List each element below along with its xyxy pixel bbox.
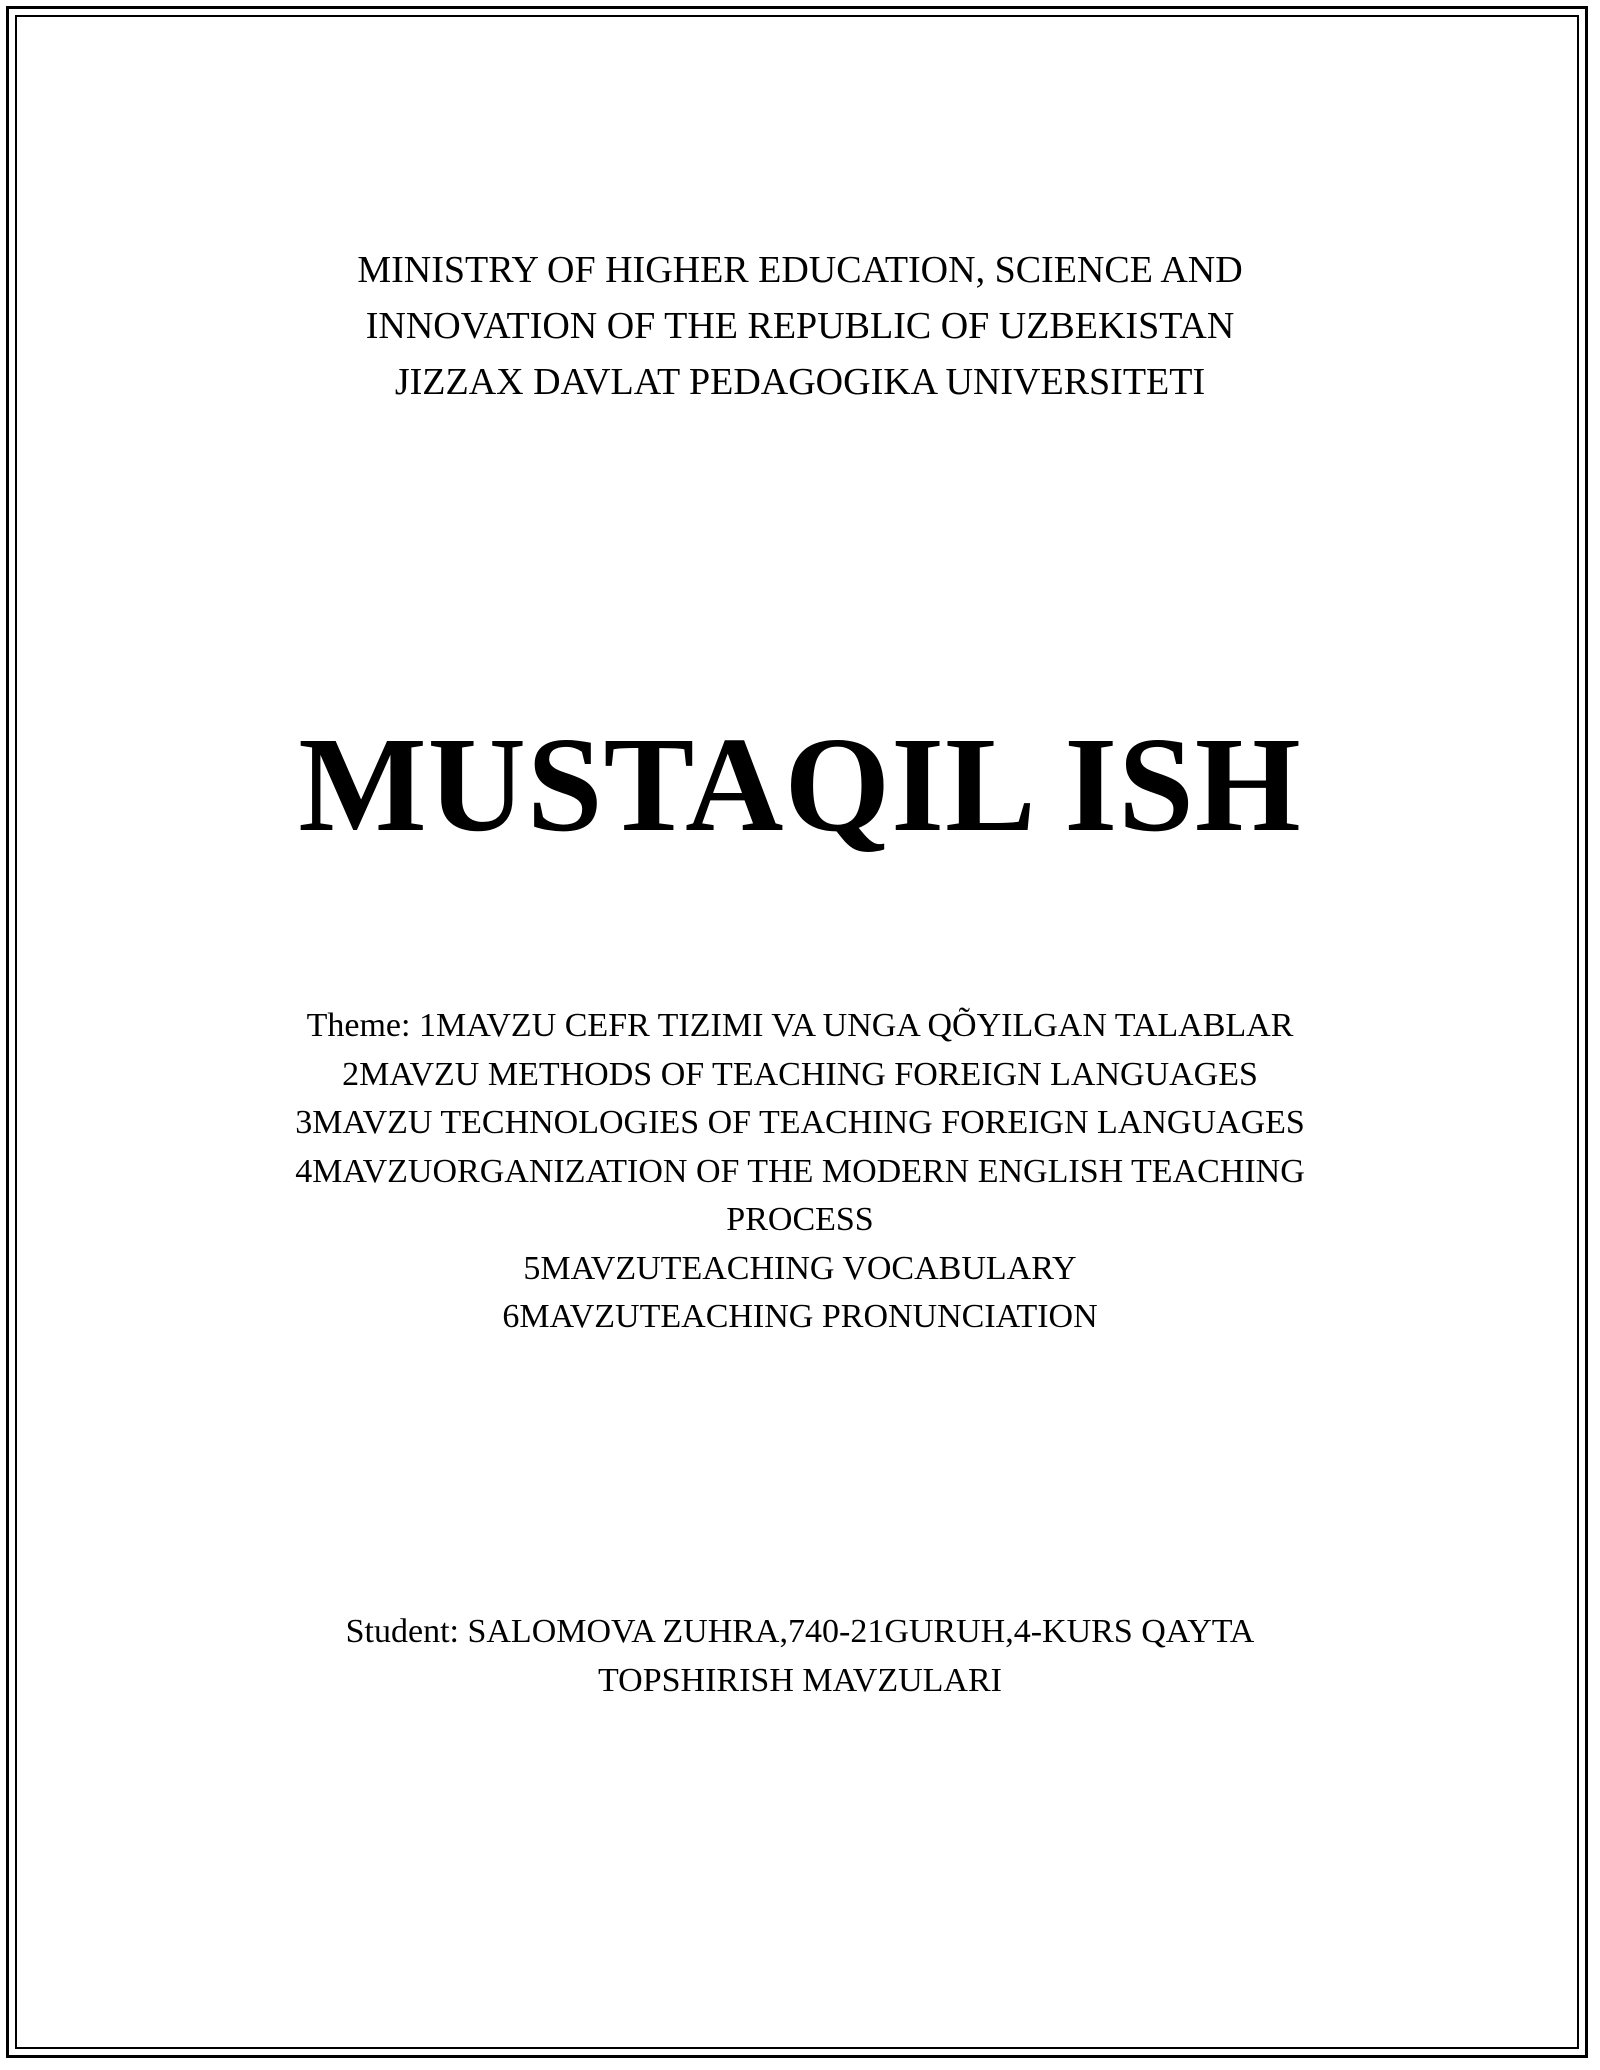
- institution-header: [0, 242, 1600, 410]
- theme-list: [0, 1002, 1600, 1342]
- theme-line: Theme: 1MAVZU CEFR TIZIMI VA UNGA QÕYILGAN TALABLAR: [306, 1007, 1294, 1044]
- document-title: MUSTAQIL ISH: [298, 710, 1302, 860]
- header-line: INNOVATION OF THE REPUBLIC OF UZBEKISTAN: [365, 305, 1235, 347]
- theme-line: PROCESS: [726, 1201, 874, 1238]
- theme-line: 6MAVZUTEACHING PRONUNCIATION: [502, 1298, 1098, 1335]
- theme-line: 4MAVZUORGANIZATION OF THE MODERN ENGLISH TEACHING: [295, 1152, 1305, 1190]
- theme-line: 2MAVZU METHODS OF TEACHING FOREIGN LANGUAGES: [342, 1055, 1258, 1093]
- student-line: TOPSHIRISH MAVZULARI: [598, 1662, 1002, 1699]
- theme-line: 3MAVZU TECHNOLOGIES OF TEACHING FOREIGN LANGUAGES: [295, 1104, 1305, 1141]
- student-info: [0, 1607, 1600, 1705]
- header-line: MINISTRY OF HIGHER EDUCATION, SCIENCE AND: [357, 249, 1243, 291]
- theme-line: 5MAVZUTEACHING VOCABULARY: [523, 1249, 1077, 1287]
- student-line: Student: SALOMOVA ZUHRA,740-21GURUH,4-KURS QAYTA: [345, 1613, 1255, 1650]
- header-line: JIZZAX DAVLAT PEDAGOGIKA UNIVERSITETI: [394, 361, 1206, 403]
